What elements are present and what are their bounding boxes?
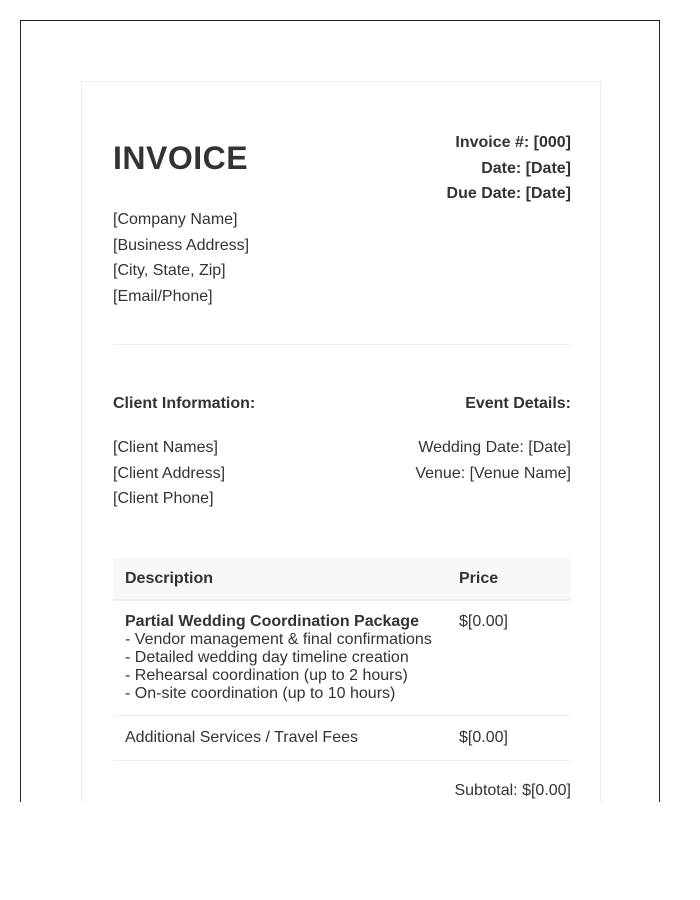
event-details-heading: Event Details: (465, 395, 571, 412)
line-items-table (113, 558, 571, 761)
client-info-heading: Client Information: (113, 395, 256, 412)
table-row (113, 716, 571, 761)
client-info (113, 435, 225, 512)
item-description (113, 600, 447, 716)
table-header-row (113, 558, 571, 600)
event-details (415, 435, 571, 486)
item-description: Additional Services / Travel Fees (113, 716, 447, 761)
event-wedding-date: Wedding Date: [Date] (418, 439, 571, 456)
item-detail: - Detailed wedding day timeline creation (125, 649, 409, 666)
company-address: [Business Address] (113, 236, 250, 254)
description-header: Description (113, 558, 447, 600)
invoice-card (81, 81, 601, 802)
subtotal: Subtotal: $[0.00] (454, 782, 571, 799)
price-header: Price (447, 558, 571, 600)
client-address: [Client Address] (113, 464, 226, 482)
item-title: Partial Wedding Coordination Package (125, 613, 419, 630)
invoice-meta (447, 130, 571, 207)
invoice-number: Invoice #: [000] (455, 134, 571, 151)
company-city-state-zip: [City, State, Zip] (113, 262, 226, 279)
item-detail: - On-site coordination (up to 10 hours) (125, 685, 396, 702)
item-detail: - Rehearsal coordination (up to 2 hours) (125, 667, 408, 684)
company-name: [Company Name] (113, 211, 238, 228)
item-price: $[0.00] (447, 600, 571, 716)
invoice-date: Date: [Date] (481, 159, 571, 177)
invoice-title: INVOICE (113, 140, 249, 176)
event-venue: Venue: [Venue Name] (415, 464, 571, 482)
item-detail: - Vendor management & final confirmations (125, 631, 432, 648)
company-info (113, 207, 249, 309)
table-row (113, 600, 571, 716)
section-divider (113, 344, 571, 345)
client-phone: [Client Phone] (113, 490, 214, 507)
document-frame (20, 20, 660, 802)
client-names: [Client Names] (113, 439, 218, 456)
invoice-due-date: Due Date: [Date] (446, 185, 571, 202)
item-price: $[0.00] (447, 716, 571, 761)
company-contact: [Email/Phone] (113, 287, 213, 305)
